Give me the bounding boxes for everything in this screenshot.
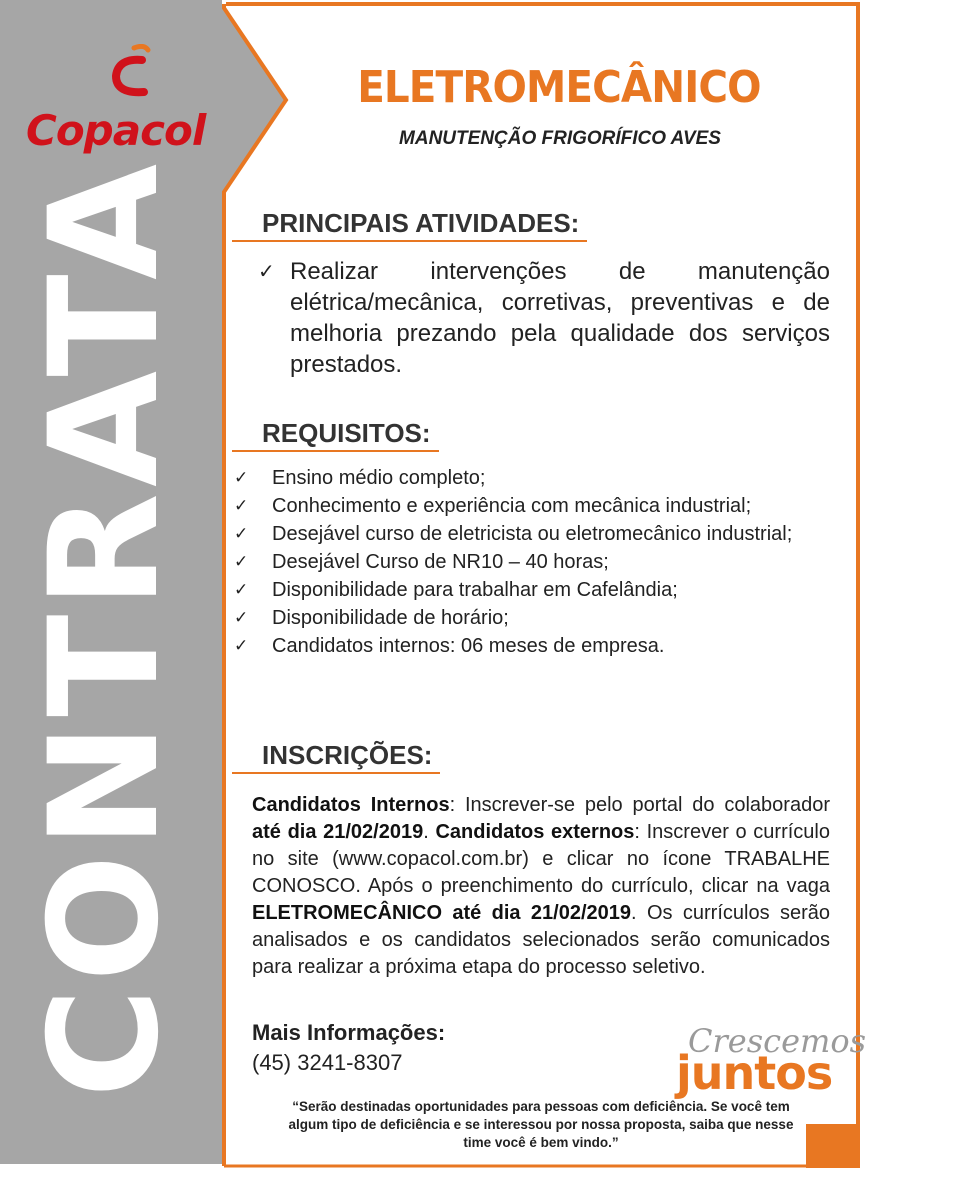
internal-deadline: até dia 21/02/2019 [252,821,424,843]
registration-heading: INSCRIÇÕES: [232,740,440,774]
list-item [234,548,794,576]
registration-paragraph [252,792,830,981]
list-item [234,604,794,632]
external-deadline: ELETROMECÂNICO até dia 21/02/2019 [252,902,632,924]
registration-text: : Inscrever-se pelo portal do colaborador [449,794,830,816]
internal-candidates-label: Candidatos Internos [252,794,450,816]
requirement-text: Desejável curso de eletricista ou eletromecânico industrial; [272,523,793,545]
logo-swoosh-icon [104,44,154,100]
more-info-label: Mais Informações: [252,1020,446,1045]
slogan-juntos: juntos [676,1046,833,1100]
contact-phone: (45) 3241-8307 [252,1050,403,1075]
external-candidates-label: Candidatos externos [435,821,635,843]
checkmark-icon: ✓ [234,608,249,628]
requirement-text: Candidatos internos: 06 meses de empresa. [272,635,665,657]
checkmark-icon: ✓ [258,259,275,283]
list-item [234,632,794,660]
requirement-text: Disponibilidade de horário; [272,607,509,629]
requirements-heading: REQUISITOS: [232,418,439,452]
orange-frame-bottom [806,1124,860,1168]
slogan-crescemos: Crescemos [688,1022,867,1060]
checkmark-icon: ✓ [234,636,249,656]
checkmark-icon: ✓ [234,552,249,572]
registration-text: . [423,821,436,843]
copacol-logo [18,44,228,164]
requirement-text: Desejável Curso de NR10 – 40 horas; [272,551,609,573]
checkmark-icon: ✓ [234,468,249,488]
activities-list [258,256,830,380]
activity-text: Realizar intervenções de manutenção elétrica/mecânica, corretivas, preventivas e de melhoria prezando pela qualidade dos serviços prestados. [290,258,830,378]
logo-wordmark: Copacol [26,106,206,155]
job-title: ELETROMECÂNICO [357,62,761,113]
checkmark-icon: ✓ [234,580,249,600]
list-item [234,576,794,604]
registration-text: : Inscrever o currículo no site (www.copacol.com.br) e clicar no ícone TRABALHE CONOSCO. Após o preenchimento do currículo, clicar na vaga [252,821,830,897]
requirement-text: Disponibilidade para trabalhar em Cafelândia; [272,579,678,601]
job-subtitle: MANUTENÇÃO FRIGORÍFICO AVES [399,128,721,149]
checkmark-icon: ✓ [234,524,249,544]
checkmark-icon: ✓ [234,496,249,516]
requirement-text: Ensino médio completo; [272,467,486,489]
contrata-vertical-banner: CONTRATA [18,157,192,1098]
requirement-text: Conhecimento e experiência com mecânica industrial; [272,495,752,517]
activities-heading: PRINCIPAIS ATIVIDADES: [232,208,587,242]
list-item [234,492,794,520]
registration-text: . Os currículos serão analisados e os candidatos selecionados serão comunicados para realizar a próxima etapa do processo seletivo. [252,902,830,978]
requirements-list [234,464,794,660]
list-item [234,464,794,492]
list-item [258,256,830,380]
list-item [234,520,794,548]
inclusion-note: “Serão destinadas oportunidades para pessoas com deficiência. Se você tem algum tipo de deficiência e se interessou por nossa proposta, saiba que nesse time você é bem vindo.” [288,1099,794,1150]
